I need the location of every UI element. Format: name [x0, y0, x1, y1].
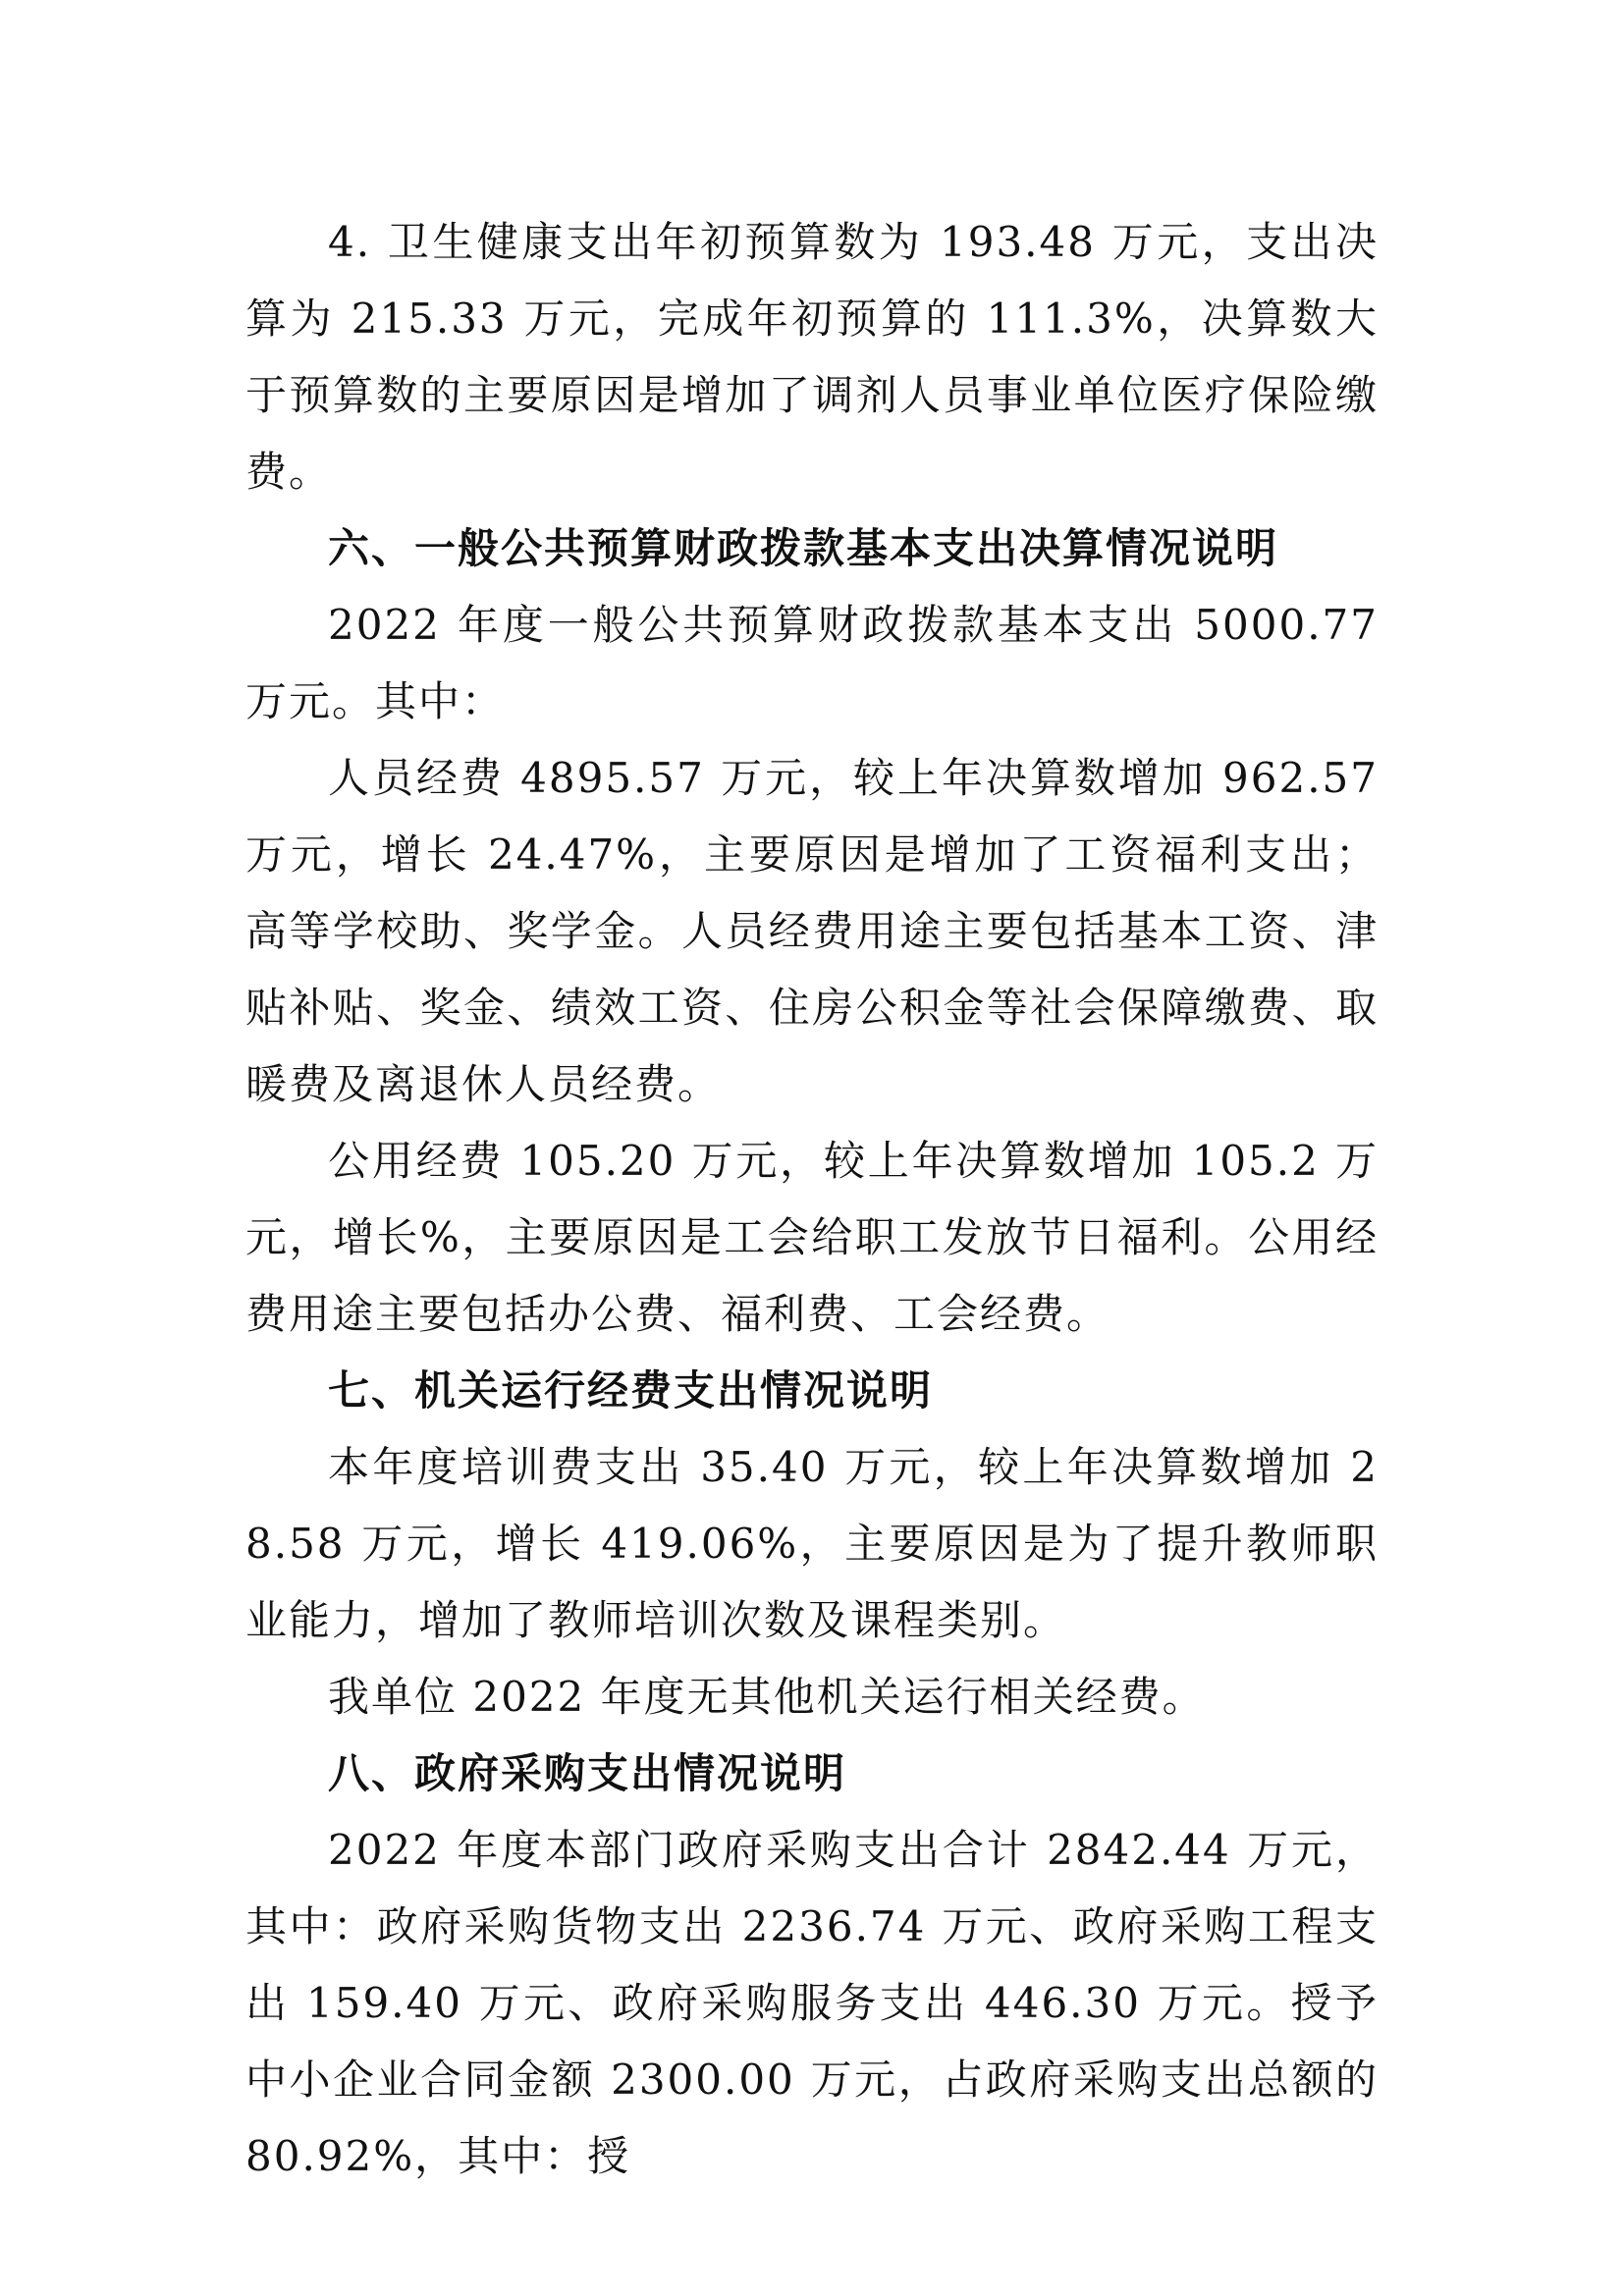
health-expenditure-paragraph: 4. 卫生健康支出年初预算数为 193.48 万元，支出决算为 215.33 万元，完成年初预算的 111.3%，决算数大于预算数的主要原因是增加了调剂人员事业单位医疗保险缴费。: [245, 218, 1379, 496]
public-expense-paragraph: 公用经费 105.20 万元，较上年决算数增加 105.2 万元，增长%，主要原因是工会给职工发放节日福利。公用经费用途主要包括办公费、福利费、工会经费。: [245, 1137, 1379, 1338]
basic-expenditure-paragraph: 2022 年度一般公共预算财政拨款基本支出 5000.77 万元。其中：: [245, 601, 1379, 725]
section-seven-heading: 七、机关运行经费支出情况说明: [328, 1366, 934, 1415]
section-eight-heading: 八、政府采购支出情况说明: [328, 1749, 847, 1797]
personnel-expense-paragraph: 人员经费 4895.57 万元，较上年决算数增加 962.57 万元，增长 24.47%，主要原因是增加了工资福利支出；高等学校助、奖学金。人员经费用途主要包括基本工资、津贴补贴、奖金、绩效工资、住房公积金等社会保障缴费、取暖费及离退休人员经费。: [245, 754, 1379, 1108]
other-operation-paragraph: 我单位 2022 年度无其他机关运行相关经费。: [328, 1673, 1206, 1721]
section-six-heading: 六、一般公共预算财政拨款基本支出决算情况说明: [328, 524, 1279, 572]
procurement-paragraph: 2022 年度本部门政府采购支出合计 2842.44 万元，其中：政府采购货物支出 2236.74 万元、政府采购工程支出 159.40 万元、政府采购服务支出 446.30 万元。授予中小企业合同金额 2300.00 万元，占政府采购支出总额的 80.92%，其中：授: [245, 1826, 1379, 2180]
training-expense-paragraph: 本年度培训费支出 35.40 万元，较上年决算数增加 28.58 万元，增长 419.06%，主要原因是为了提升教师职业能力，增加了教师培训次数及课程类别。: [245, 1443, 1379, 1644]
document-page: [245, 204, 1379, 2195]
